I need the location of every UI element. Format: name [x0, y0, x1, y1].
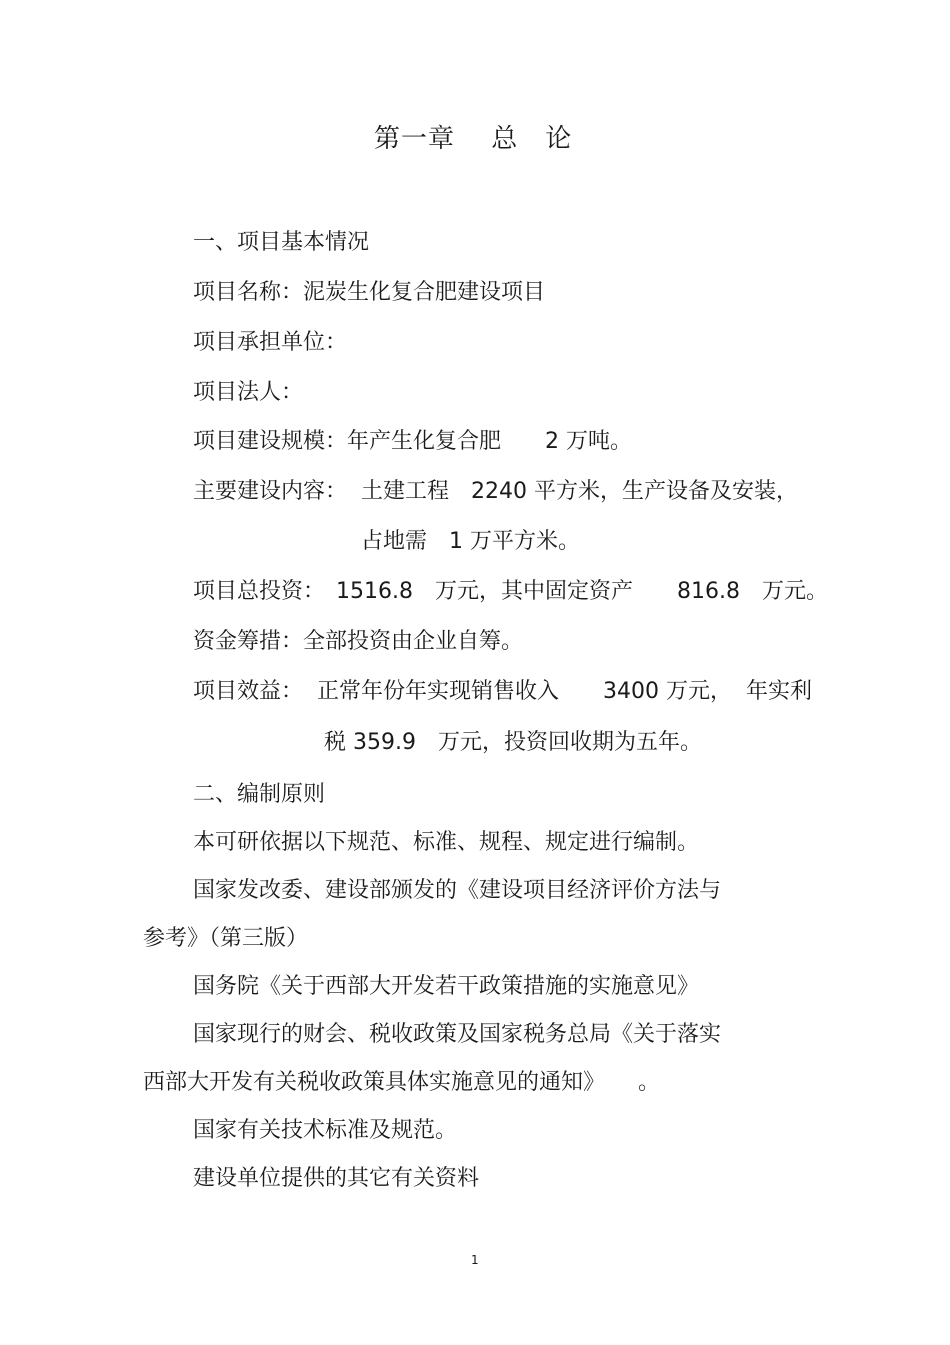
project-scale: 项目建设规模：年产生化复合肥 2 万吨。	[193, 429, 632, 454]
paragraph: 国家发改委、建设部颁发的《建设项目经济评价方法与	[193, 878, 722, 903]
project-benefit: 项目效益： 正常年份年实现销售收入 3400 万元， 年实利	[193, 679, 812, 704]
paragraph: 建设单位提供的其它有关资料	[193, 1166, 480, 1191]
paragraph: 本可研依据以下规范、标准、规程、规定进行编制。	[193, 830, 700, 855]
section-heading: 二、编制原则	[193, 782, 326, 807]
paragraph: 国家有关技术标准及规范。	[193, 1118, 458, 1143]
page-number: 1	[471, 1253, 479, 1267]
total-investment: 项目总投资： 1516.8 万元，其中固定资产 816.8 万元。	[193, 579, 828, 604]
paragraph: 国家现行的财会、税收政策及国家税务总局《关于落实	[193, 1022, 722, 1047]
project-benefit-cont: 税 359.9 万元，投资回收期为五年。	[324, 730, 702, 755]
section-heading: 一、项目基本情况	[193, 230, 370, 255]
paragraph: 国务院《关于西部大开发若干政策措施的实施意见》	[193, 974, 700, 999]
project-legal-person: 项目法人：	[193, 380, 304, 405]
paragraph-cont: 西部大开发有关税收政策具体实施意见的通知》 。	[143, 1070, 661, 1095]
construction-content-cont: 占地需 1 万平方米。	[361, 529, 580, 554]
funding: 资金筹措：全部投资由企业自筹。	[193, 629, 524, 654]
paragraph-cont: 参考》（第三版）	[143, 926, 309, 951]
chapter-title: 第一章 总 论	[374, 124, 573, 154]
project-name: 项目名称：泥炭生化复合肥建设项目	[193, 280, 546, 305]
construction-content: 主要建设内容： 土建工程 2240 平方米，生产设备及安装，	[193, 479, 798, 504]
project-unit: 项目承担单位：	[193, 330, 348, 355]
